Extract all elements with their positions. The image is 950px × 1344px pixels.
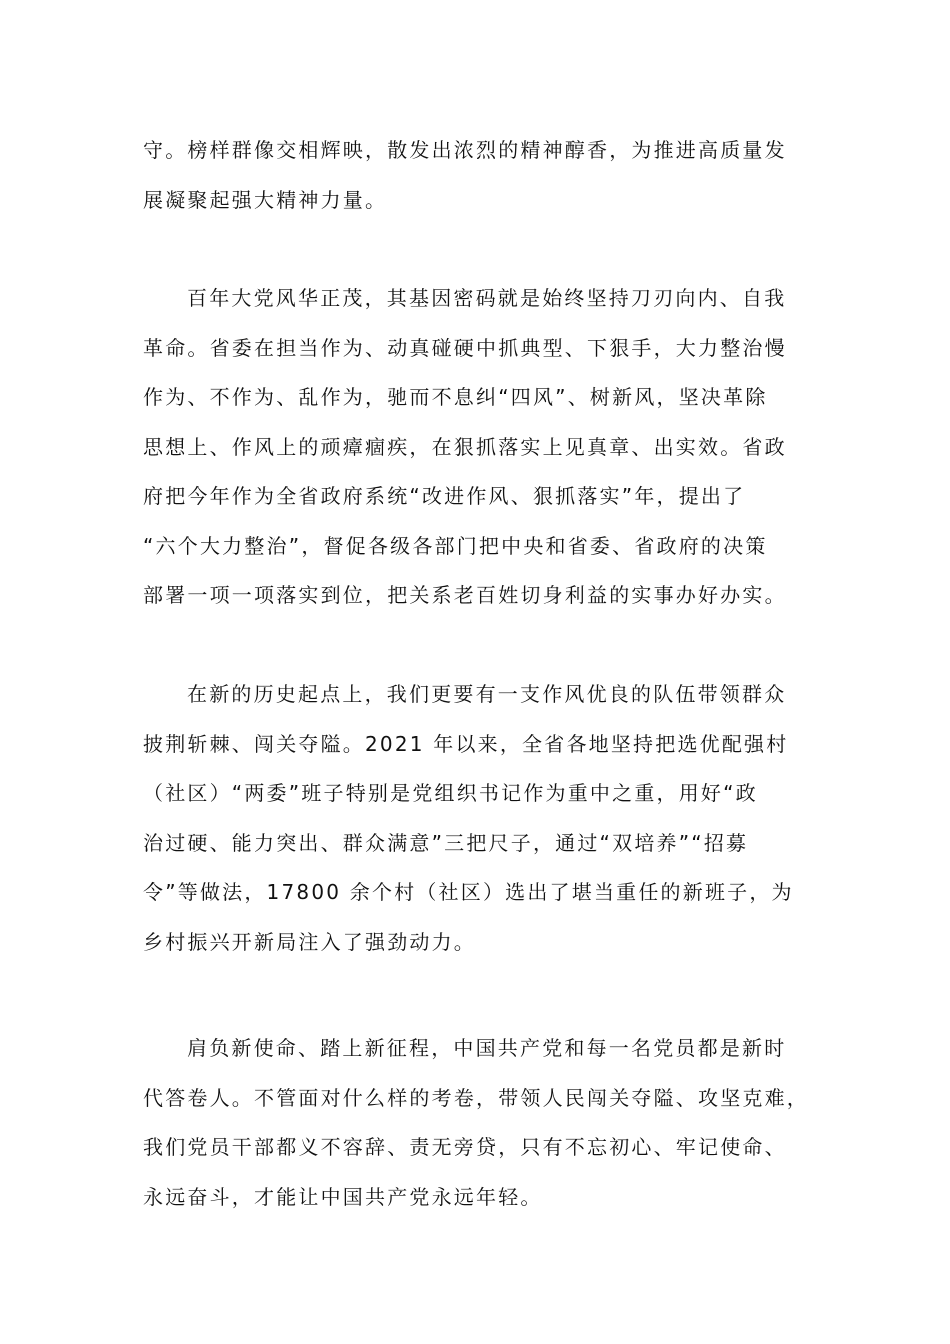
paragraph-3-line-6: 乡村振兴开新局注入了强劲动力。 [143, 929, 476, 954]
paragraph-3-line-5: 令”等做法，17800 余个村（社区）选出了堪当重任的新班子，为 [143, 880, 794, 904]
paragraph-2 [143, 274, 808, 621]
paragraph-2-line-3: 作为、不作为、乱作为，驰而不息纠“四风”、树新风，坚决革除 [143, 385, 768, 409]
paragraph-2-line-5: 府把今年作为全省政府系统“改进作风、狠抓落实”年，提出了 [143, 484, 746, 508]
paragraph-3-line-2: 披荆斩棘、闯关夺隘。2021 年以来，全省各地坚持把选优配强村 [143, 731, 789, 756]
paragraph-2-line-1: 百年大党风华正茂，其基因密码就是始终坚持刀刃向内、自我 [187, 286, 787, 310]
paragraph-3-line-3: （社区）“两委”班子特别是党组织书记作为重中之重，用好“政 [143, 781, 758, 805]
paragraph-2-line-6: “六个大力整治”，督促各级各部门把中央和省委、省政府的决策 [143, 533, 768, 558]
paragraph-4-line-3: 我们党员干部都义不容辞、责无旁贷，只有不忘初心、牢记使命、 [143, 1135, 787, 1159]
paragraph-1 [143, 126, 808, 225]
paragraph-4-line-4: 永远奋斗，才能让中国共产党永远年轻。 [143, 1184, 543, 1209]
paragraph-2-line-2: 革命。省委在担当作为、动真碰硬中抓典型、下狠手，大力整治慢 [143, 335, 787, 360]
paragraph-2-line-4: 思想上、作风上的顽瘴痼疾，在狠抓落实上见真章、出实效。省政 [143, 434, 787, 459]
paragraph-3-line-1: 在新的历史起点上，我们更要有一支作风优良的队伍带领群众 [187, 682, 787, 706]
paragraph-1-line-1: 守。榜样群像交相辉映，散发出浓烈的精神醇香，为推进高质量发 [143, 138, 787, 162]
paragraph-2-line-7: 部署一项一项落实到位，把关系老百姓切身利益的实事办好办实。 [143, 583, 787, 607]
paragraph-4 [143, 1024, 808, 1222]
paragraph-4-line-1: 肩负新使命、踏上新征程，中国共产党和每一名党员都是新时 [187, 1036, 787, 1060]
paragraph-1-line-2: 展凝聚起强大精神力量。 [143, 187, 388, 212]
paragraph-3-line-4: 治过硬、能力突出、群众满意”三把尺子，通过“双培养”“招募 [143, 830, 749, 855]
paragraph-4-line-2: 代答卷人。不管面对什么样的考卷，带领人民闯关夺隘、攻坚克难， [143, 1085, 809, 1110]
paragraph-3 [143, 670, 808, 967]
